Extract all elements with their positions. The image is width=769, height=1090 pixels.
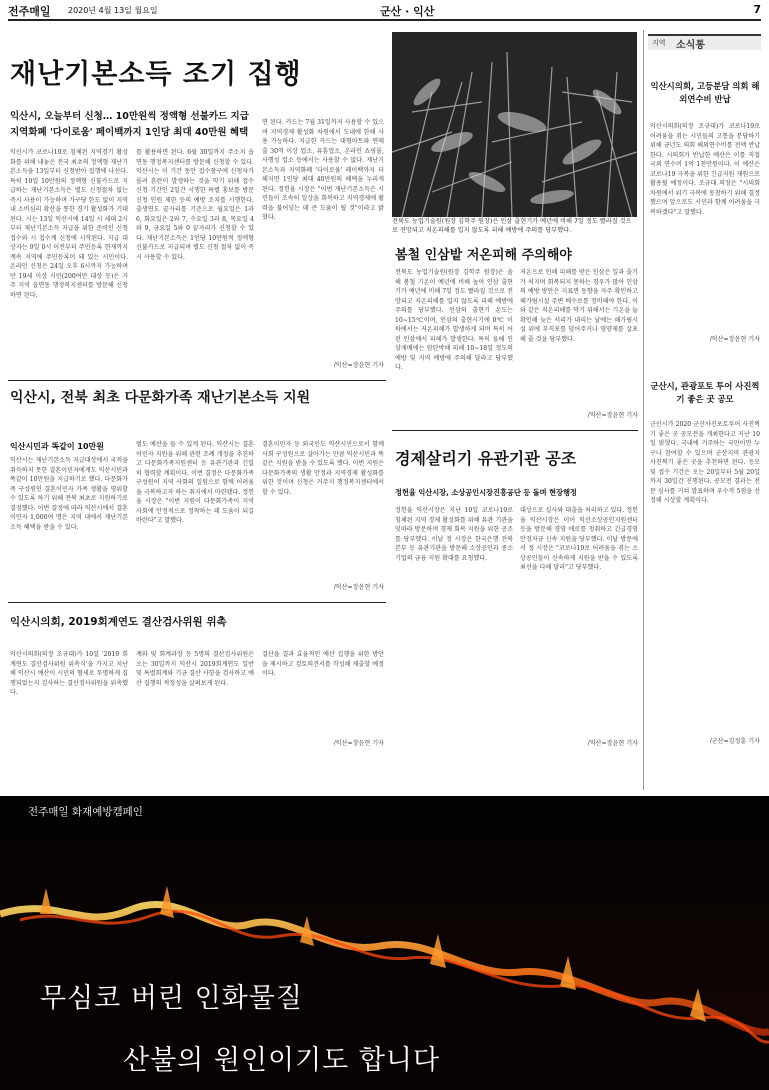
story2-column-2: 저온으로 인해 피해를 받은 인삼은 잎과 줄기가 처지며 회복되지 못하는 경우가 많아 인삼의 예방 방안은 지표면 동향을 자주 확인하고 해가림시설 주변 배수로를 정비해야 한다. 이와 같은 저온피해를 막기 위해서는 기온을 늘 확인해 늦은 서리가 내리는 날에는 해가림시설 위에 부직포를 덮어주거나 영양제를 살포해 줄 것을 당부했다. (520, 269, 638, 343)
story5-column-2: 계와 및 회계과장 등 5명의 결산검사위원은 오는 30일까지 익산시 2019회계연도 일반 및 특별회계와 기금 결산 사항을 검사하고 예산 집행의 적정성을 살펴보게 된다. (136, 651, 254, 687)
story4-kicker: 정헌율 익산시장, 소상공인시장진흥공단 등 돌며 현장행정 (395, 488, 577, 497)
campaign-title: 전주매일 화재예방캠페인 (28, 806, 143, 818)
story4-top-rule (392, 430, 638, 431)
story3-byline: /익산=장윤현 기자 (333, 584, 384, 591)
story2-byline: /익산=장윤현 기자 (587, 412, 638, 419)
story4-column-1: 정헌율 익산시장은 지난 10일 코로나19로 침체된 지역 경제 활성화를 위해 유관 기관을 잇따라 방문하며 경제 회복 지원을 위한 공조를 당부했다. 이날 정 시장은 한국은행 전북본부 등 유관기관을 방문해 소상공인과 중소기업의 금융 지원 확대를 요청했다. (395, 507, 513, 562)
story1-headline: 재난기본소득 조기 집행 (10, 59, 302, 90)
story4-headline: 경제살리기 유관기관 공조 (395, 449, 577, 468)
story5-column-3: 결산을 결과 효율적인 예산 집행을 위한 방안을 제시하고 검토의견서를 작성해 제출할 예정이다. (262, 651, 384, 677)
story2-column-1: 전북도 농업기술원(원장 김학주 원장)은 올해 봄철 기온이 예년에 비해 높아 인삼 출현기가 예년에 비해 7일 정도 빨라질 것으로 전망되고 저온피해를 입지 않도록 피해 예방에 주의를 당부했다. 인삼의 출현기 온도는 10~15℃이며, 인삼의 출현시기에 0℃ 이하에서는 저온피해가 발생하게 되며 특히 어린 인삼에서 피해가 발생한다. 특히 올해 인삼재배에는 암탄박해 피해 10~18일 정도의 예방 및 지역 예방에 주의해 달라고 당부했다. (395, 269, 513, 371)
story5-top-rule (8, 602, 386, 603)
story2-headline: 봄철 인삼밭 저온피해 주의해야 (395, 248, 572, 263)
masthead (8, 3, 761, 21)
ginseng-field-image (392, 32, 637, 217)
story5-column-1: 익산시의회(의장 조규대)가 10일 '2019 회계연도 결산검사위원 위촉식'을 가지고 지난해 익산시 예산이 시민의 혈세로 투명하게 집행되었는지 검사하는 결산검사위원을 위촉했다. (10, 651, 128, 696)
story1-column-3: 면 된다. 카드는 7월 31일까지 사용할 수 있으며 지역경제 활성화 차원에서 도내에 한해 사용 가능하다. 지급한 카드는 대형마트와 연매출 30억 이상 업소, 유흥업소, 온라인 쇼핑몰, 사행성 업소 등에서는 사용할 수 없다. 재난기본소득과 지역화폐 '다이로움' 페이백까지 더해지면 1인당 최대 40만원의 혜택을 누리게 된다. 정헌율 시장은 "이번 재난기본소득은 시민들이 조속히 일상을 회복하고 지역경제에 활력을 불어넣는 데 큰 도움이 될 것"이라고 밝혔다. (262, 119, 384, 221)
sidebar-item2-headline: 군산시, 관광포토 투어 사진찍기 좋은 곳 공모 (650, 381, 760, 404)
sidebar-item2-body: 군산시가 2020 군산사진포토투어 사진찍기 좋은 곳 공모전을 개최한다고 지난 10일 밝혔다. 국내에 거주하는 국민이면 누구나 참여할 수 있으며 군산지역 관광지 사진찍기 좋은 곳을 추천하면 된다. 응모 및 접수 기간은 오는 20일부터 5월 20일까지 30일간 진행된다. 공모전 결과는 전문 심사를 거쳐 발표하며 우수작 5점을 선정해 시상할 계획이다. (650, 421, 760, 504)
story1-column-1: 익산시가 코로나19로 침체된 지역경기 활성화를 위해 내놓은 전국 최초의 정액형 재난기본소득을 13일부터 신청받아 집행에 나선다. 특히 10일 10만원의 정액형 신불카드로 지급하는 재난기본소득은 별도 신청절차 없는 즉시 사용이 가능하며 가구당 한도 없이 지역 내 소비심리 확산을 통한 경기 활성화가 기대된다. 시는 13일 익산시에 14일 시 세대 2시부터 재난기본소득 지급을 위한 준비인 신청 접수와 시 접수계 신청에 시작된다. 지급 대상자는 9일 0시 이전부터 주민등록 현재까지 계속 지역에 주민등록이 돼 있는 시민이다. 온라인 신청은 24일 오후 6시까지 가능하며 만 19세 이상 시민(200여만 대상 등)은 거주 지역 읍면동 행정복지센터를 방문해 신청 하면 된다. (10, 149, 128, 299)
sidebar-tag-label: 지역 (652, 39, 666, 47)
section-title: 군산 · 익산 (380, 5, 435, 18)
sidebar-header (648, 34, 761, 50)
sidebar-item2-byline: /군산=김정훈 기자 (709, 738, 760, 745)
story1-subheadline: 익산시, 오늘부터 신청… 10만원씩 정액형 선불카드 지급 (10, 111, 249, 122)
story3-column-2: 별도 예산을 들 수 있게 된다. 익산시는 결혼이민자 지원을 위해 관련 조례 개정을 추진하고 다문화가족지원센터 등 유관기관과 긴밀히 협력할 계획이다. 이번 결정은 다문화가족 구성원이 지역 사회의 일원으로 함께 어려움을 극복하고자 하는 취지에서 마련됐다. 정헌율 시장은 "이번 지원이 다문화가족이 지역사회에 안정적으로 정착하는 데 도움이 되길 바란다"고 말했다. (136, 441, 254, 524)
ginseng-field-photo (392, 32, 637, 217)
story1-subheadline-2: 지역화폐 '다이로움' 페이백까지 1인당 최대 40만원 혜택 (10, 127, 249, 138)
sidebar-tag-title: 소식통 (676, 40, 705, 51)
story3-kicker: 익산시민과 똑같이 10만원 (10, 442, 104, 451)
story3-headline: 익산시, 전북 최초 다문화가족 재난기본소득 지원 (10, 390, 311, 406)
sidebar-item1-headline: 익산시의회, 고등분담 의회 해외연수비 반납 (650, 81, 760, 104)
story3-top-rule (8, 380, 386, 381)
fire-prevention-campaign (0, 796, 769, 1090)
campaign-slogan-2: 산불의 원인이기도 합니다 (123, 1045, 441, 1076)
sidebar-item1-body: 익산시의회(의장 조규대)가 코로나19로 어려움을 겪는 시민들의 고통을 분담하기 위해 금년도 의회 해외연수비를 전액 반납한다. 시의회가 반납한 예산은 이를 직접 국외 연수비 1억 1천만원이다. 이 예산은 코로나19 극복을 위한 긴급지원 재원으로 활용될 예정이다. 조규대 의장은 "시의회 차원에서 위기 극복에 동참하기 위해 결정했으며 앞으로도 시민과 함께 어려움을 극복하겠다"고 말했다. (650, 123, 760, 216)
story1-column-2: 를 활용하면 된다. 6월 30일까지 주소지 읍면동 행정복지센터를 방문해 신청할 수 있다. 익산시는 이 기간 동안 접수창구에 신청자가 몰려 혼란이 발생하는 것을 막기 위해 접수 신청 기간인 2일간 시행한 특별 홍보를 방문 신청 인원 제한 등의 예방 조치를 시행한다. 출생연도 끝자리를 기준으로 월요일은 1과 6, 화요일은 2와 7, 수요일 3과 8, 목요일 4와 9, 금요일 5와 0 끝자리가 신청할 수 있다. 재난기본소득은 1인당 10만원씩 정액형 신불카드로 지급되며 별도 신청 절차 없이 즉시 사용할 수 있다. (136, 149, 254, 261)
campaign-slogan-1: 무심코 버린 인화물질 (40, 983, 303, 1014)
story5-byline: /익산=장윤현 기자 (333, 740, 384, 747)
sidebar-item1-byline: /익산=장윤현 기자 (709, 336, 760, 343)
paper-name: 전주매일 (8, 5, 51, 18)
story3-column-3: 결혼이민자 등 외국인도 익산시민으로서 함께 사회 구성원으로 살아가는 만큼 익산시민과 똑같은 지원을 받을 수 있도록 했다. 이번 지원은 다문화가족의 생활 안정과 지역경제 활성화를 위한 것이며 신청은 거주지 행정복지센터에서 할 수 있다. (262, 441, 384, 496)
story4-byline: /익산=장윤현 기자 (587, 740, 638, 747)
sidebar-divider (643, 30, 644, 790)
story1-byline: /익산=장윤현 기자 (333, 362, 384, 369)
story5-headline: 익산시의회, 2019회계연도 결산검사위원 위촉 (10, 616, 227, 628)
issue-date: 2020년 4월 13일 월요일 (68, 6, 158, 15)
story4-column-2: 대상으로 실사와 대출을 처리하고 있다. 정헌율 익산시장은 이어 익산소상공인지원센터 등을 방문해 경영 애로를 청취하고 긴급경영안정자금 신속 지원을 당부했다. 이날 방문에서 정 시장은 "코로나19로 어려움을 겪는 소상공인들이 신속하게 지원을 받을 수 있도록 최선을 다해 달라"고 당부했다. (520, 507, 638, 571)
ginseng-photo-caption: 전북도 농업기술원(원장 김학주 원장)은 인삼 출현기가 예년에 비해 7일 정도 빨라질 것으로 전망되고 저온피해를 입지 않도록 피해 예방에 주의를 당부했다. (392, 218, 632, 234)
story3-column-1: 익산시는 재난기본소득 지급대상에서 국적을 취득하지 못한 결혼이민자에게도 익산시민과 똑같이 10만원을 지급하기로 했다. 다문화가족 구성원인 결혼이민자 가족 생활을 영위할 수 있도록 하기 위해 전북 최초로 지원하기로 결정했다. 이번 결정에 따라 익산시에서 결혼이민자 1,000여 명은 지역 내에서 재난기본소득 혜택을 받을 수 있다. (10, 457, 128, 531)
page-number: 7 (753, 3, 761, 16)
